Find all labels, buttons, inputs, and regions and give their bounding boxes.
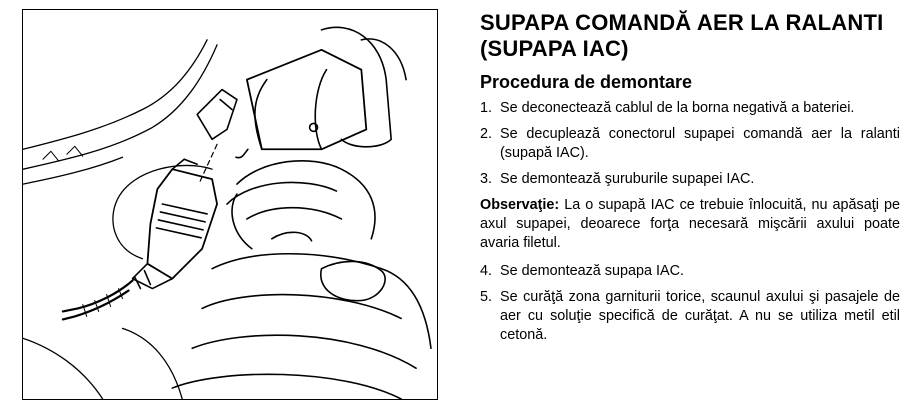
steps-list-a [480,99,900,189]
observation-text: La o supapă IAC ce trebuie înlocuită, nu apăsaţi pe axul supapei, deoarece forţa necesară mişcării axului poate avaria filetul. [480,197,900,251]
step-number: 1. [480,100,493,116]
procedure-text [480,10,900,352]
step-text: Se curăţă zona garniturii torice, scaunul axului şi pasajele de aer cu soluţie specifică de curăţat. A nu se utiliza metil etil cetonă. [500,289,900,343]
page-title: SUPAPA COMANDĂ AER LA RALANTI (SUPAPA IAC) [480,10,884,61]
step-text: Se deconectează cablul de la borna negativă a bateriei. [500,100,855,116]
step-text: Se demontează supapa IAC. [500,263,685,279]
section-subtitle: Procedura de demontare [480,72,693,92]
list-item [480,170,900,189]
list-item [480,99,900,118]
step-text: Se demontează şuruburile supapei IAC. [500,171,755,187]
list-item [480,288,900,345]
iac-valve-illustration [22,9,438,400]
step-number: 4. [480,263,493,279]
step-text: Se decuplează conectorul supapei comandă aer la ralanti (supapă IAC). [500,126,900,161]
observation-label: Observaţie: [480,197,560,213]
observation-note [480,196,900,253]
list-item [480,125,900,163]
step-number: 3. [480,171,493,187]
step-number: 2. [480,126,493,142]
step-number: 5. [480,289,493,305]
steps-list-b [480,262,900,345]
list-item [480,262,900,281]
